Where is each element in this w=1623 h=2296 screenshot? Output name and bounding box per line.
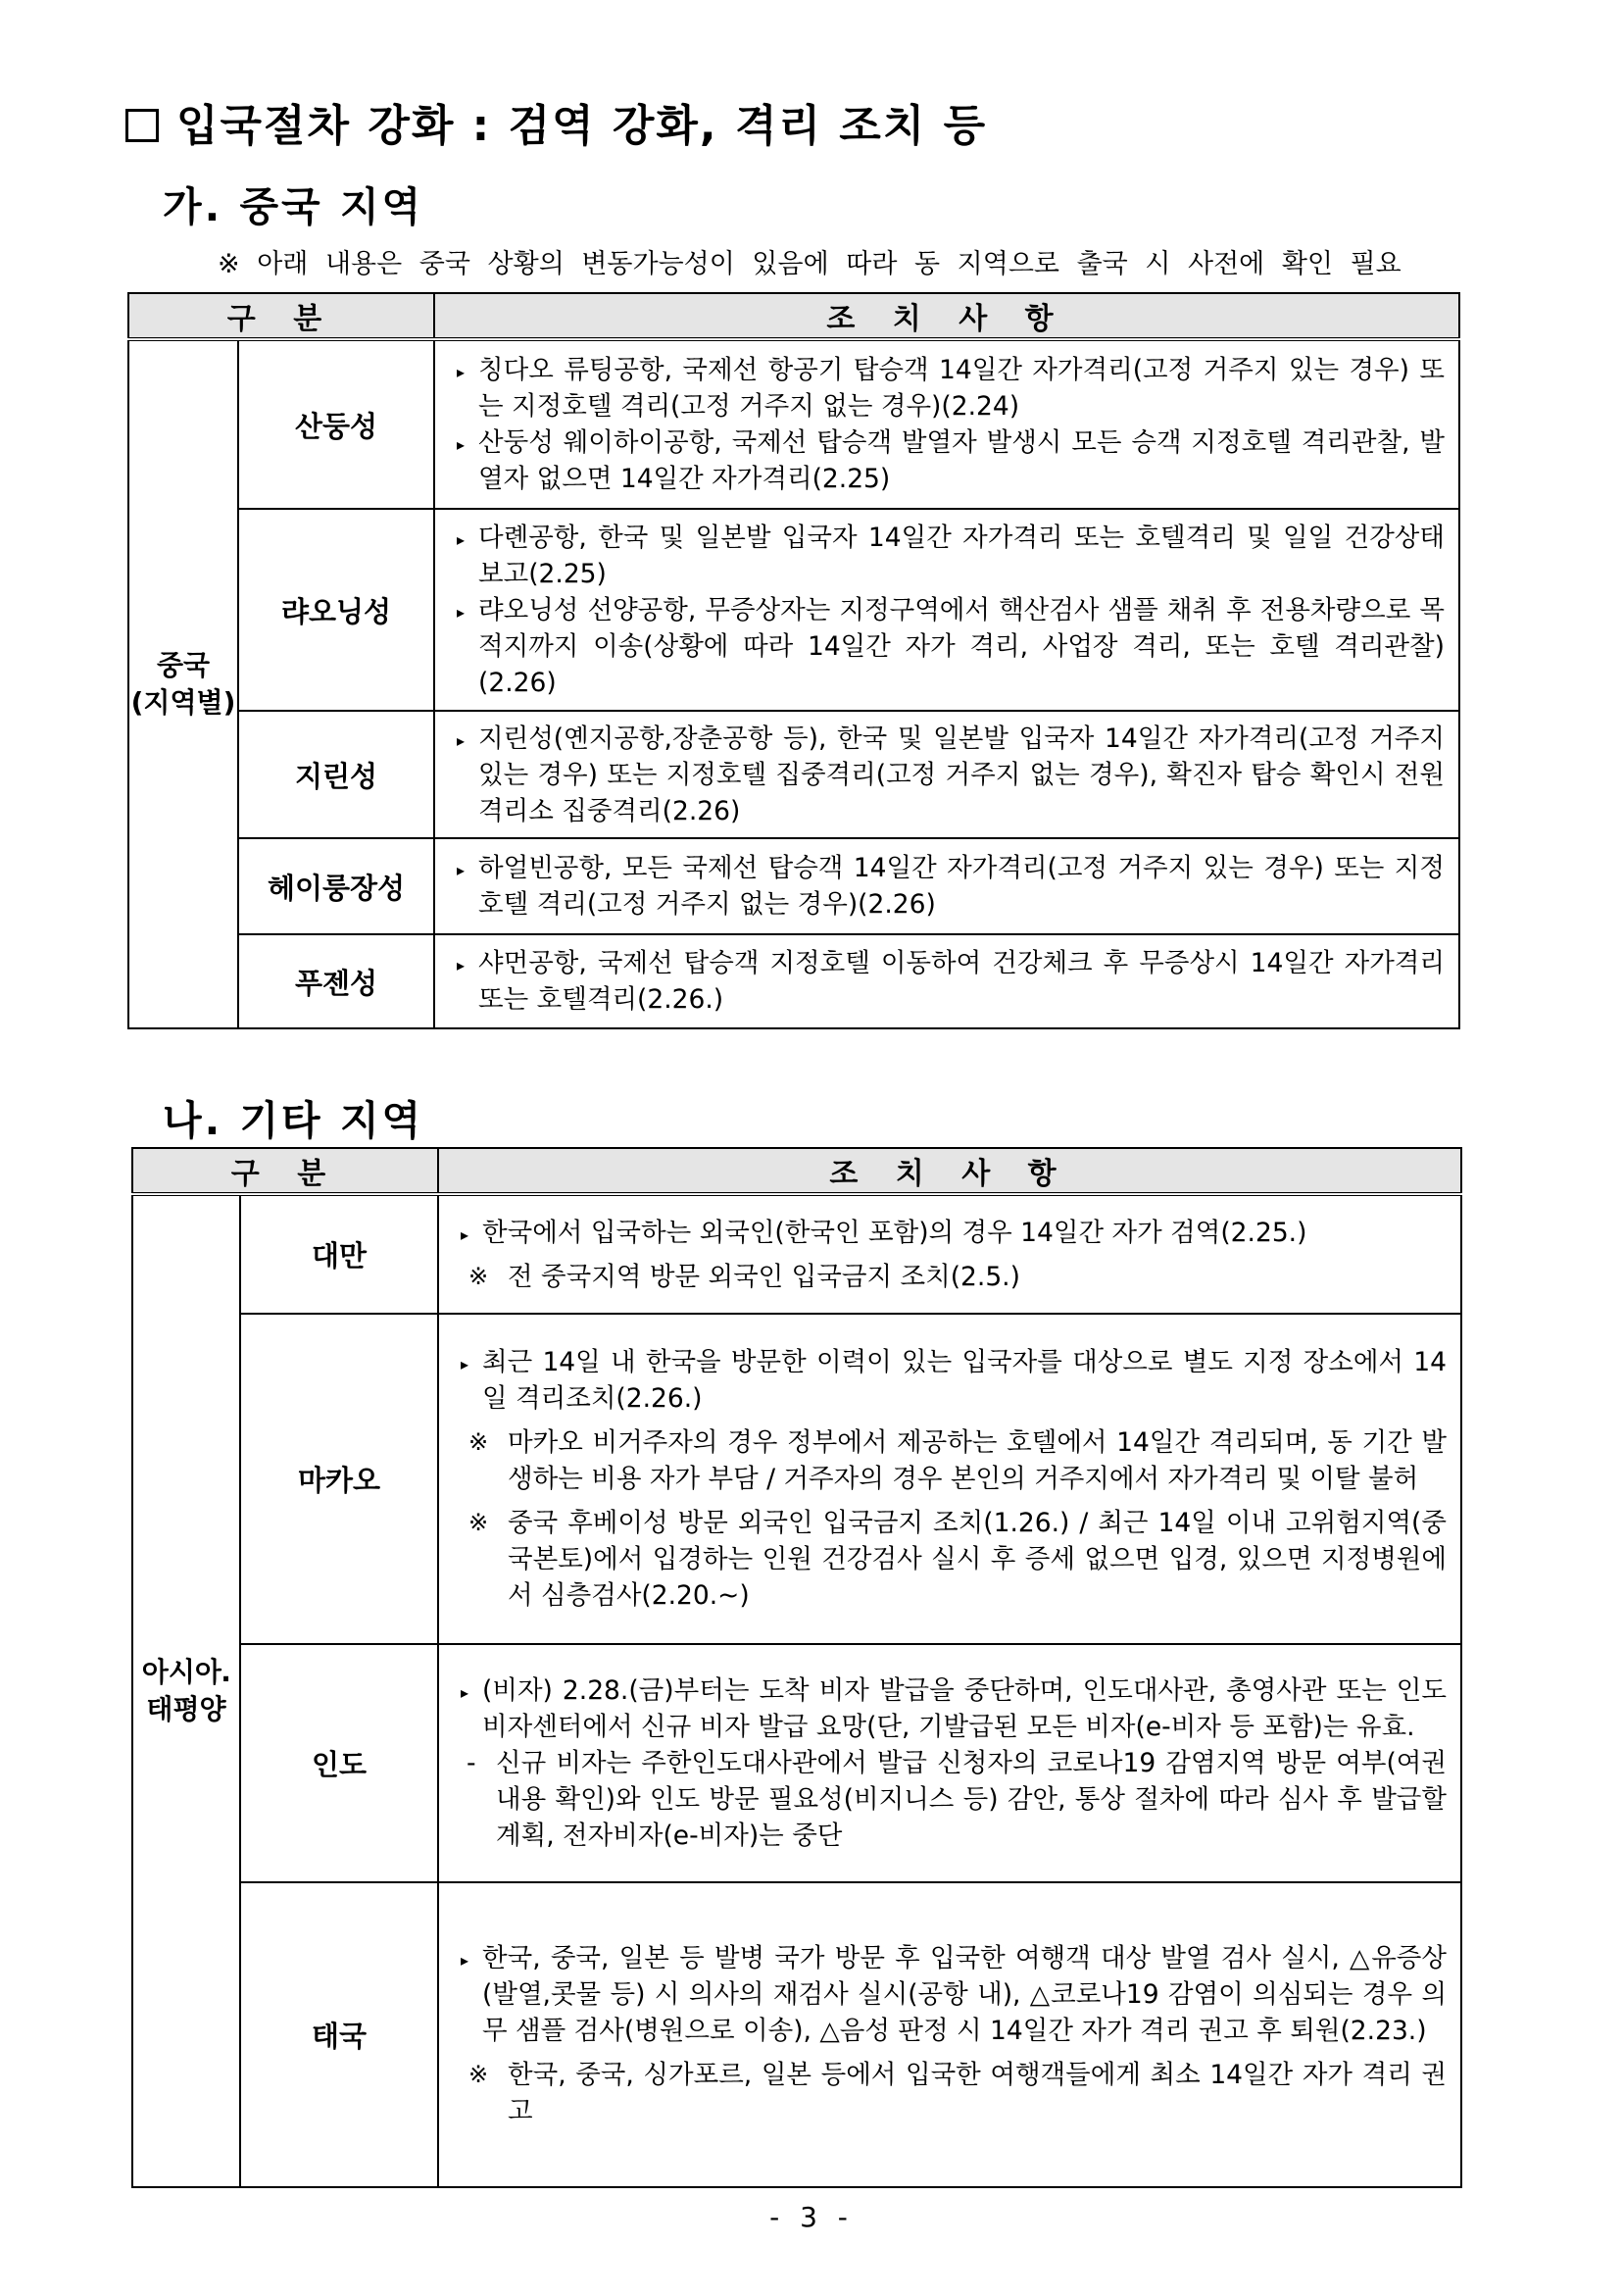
section-b-title: 나. 기타 지역 — [163, 1097, 424, 1144]
subregion-cell — [238, 711, 434, 838]
subregion-name: 산둥성 — [294, 409, 378, 443]
measure-text: 칭다오 류팅공항, 국제선 항공기 탑승객 14일간 자가격리(고정 거주지 있는 경우) 또는 지정호텔 격리(고정 거주지 없는 경우)(2.24) — [478, 355, 1445, 422]
bullet-triangle-icon: ▸ — [457, 602, 466, 622]
reference-mark-icon: ※ — [468, 1428, 489, 1456]
measure-text: 전 중국지역 방문 외국인 입국금지 조치(2.5.) — [508, 1261, 1020, 1292]
region-label: 아시아․ 태평양 — [141, 1656, 231, 1725]
column-header-measures: 조 치 사 항 — [438, 1148, 1461, 1194]
bullet-triangle-icon: ▸ — [461, 1683, 469, 1702]
measure-item — [457, 352, 1445, 424]
measure-item — [461, 2057, 1447, 2129]
bullet-triangle-icon: ▸ — [457, 363, 466, 381]
section-b-table — [131, 1147, 1462, 2188]
measures-cell — [438, 1314, 1461, 1644]
measures-cell — [434, 934, 1459, 1028]
measure-text: 한국, 중국, 일본 등 발병 국가 방문 후 입국한 여행객 대상 발열 검사 실시, △유증상(발열,콧물 등) 시 의사의 재검사 실시(공항 내), △코로나19 감염이 의심되는 경우 의무 샘플 검사(병원으로 이송), △음성 판정 시 14일간 자가 격리 권고 후 퇴원(2.23.) — [482, 1943, 1447, 2046]
measure-text: 중국 후베이성 방문 외국인 입국금지 조치(1.26.) / 최근 14일 이내 고위험지역(중국본토)에서 입경하는 인원 건강검사 실시 후 증세 없으면 입경, 있으면 지정병원에서 심층검사(2.20.~) — [508, 1508, 1447, 1611]
measures-cell — [434, 509, 1459, 711]
checkbox-square-icon — [125, 109, 159, 142]
table-row — [132, 1882, 1461, 2187]
measure-item — [461, 1259, 1447, 1295]
measure-text: 다롄공항, 한국 및 일본발 입국자 14일간 자가격리 또는 호텔격리 및 일일 건강상태 보고(2.25) — [478, 522, 1445, 589]
table-row — [128, 339, 1459, 509]
subregion-cell — [238, 509, 434, 711]
section-a-note: ※ 아래 내용은 중국 상황의 변동가능성이 있음에 따라 동 지역으로 출국 시 사전에 확인 필요 — [218, 249, 1402, 279]
measure-item — [461, 1672, 1447, 1745]
measure-item — [457, 424, 1445, 497]
bullet-triangle-icon: ▸ — [461, 1355, 469, 1373]
measure-text: 산둥성 웨이하이공항, 국제선 탑승객 발열자 발생시 모든 승객 지정호텔 격리관찰, 발열자 없으면 14일간 자가격리(2.25) — [478, 427, 1445, 494]
measure-text: 신규 비자는 주한인도대사관에서 발급 신청자의 코로나19 감염지역 방문 여부(여권 내용 확인)와 인도 방문 필요성(비지니스 등) 감안, 통상 절차에 따라 심사 후 발급할 계획, 전자비자(e-비자)는 중단 — [496, 1748, 1447, 1851]
measure-item — [461, 1505, 1447, 1614]
subregion-cell — [240, 1644, 438, 1882]
measure-item — [457, 945, 1445, 1018]
table-row — [132, 1314, 1461, 1644]
bullet-triangle-icon: ▸ — [461, 1951, 469, 1970]
measure-item — [461, 1215, 1447, 1251]
subregion-cell — [238, 339, 434, 509]
section-a-table — [127, 292, 1460, 1029]
measure-item — [457, 850, 1445, 923]
column-header-category: 구 분 — [128, 293, 434, 339]
bullet-triangle-icon: ▸ — [457, 435, 466, 454]
measures-cell — [438, 1882, 1461, 2187]
bullet-triangle-icon: ▸ — [457, 529, 466, 549]
measure-text: 한국에서 입국하는 외국인(한국인 포함)의 경우 14일간 자가 검역(2.25.) — [482, 1217, 1307, 1248]
measure-text: 한국, 중국, 싱가포르, 일본 등에서 입국한 여행객들에게 최소 14일간 자가 격리 권고 — [508, 2060, 1447, 2126]
document-heading — [125, 90, 987, 153]
subregion-name: 태국 — [311, 2020, 368, 2053]
measure-item — [461, 1745, 1447, 1854]
table-row — [128, 711, 1459, 838]
subregion-name: 마카오 — [297, 1464, 381, 1497]
measure-item — [461, 1344, 1447, 1417]
region-label: 중국 (지역별) — [130, 649, 236, 719]
measure-text: 최근 14일 내 한국을 방문한 이력이 있는 입국자를 대상으로 별도 지정 장소에서 14일 격리조치(2.26.) — [482, 1347, 1447, 1414]
bullet-triangle-icon: ▸ — [461, 1224, 469, 1244]
section-a-title: 가. 중국 지역 — [163, 183, 424, 230]
subregion-name: 랴오닝성 — [280, 594, 392, 628]
reference-mark-icon: ※ — [468, 1509, 489, 1536]
region-cell — [128, 339, 238, 1028]
measure-text: 샤먼공항, 국제선 탑승객 지정호텔 이동하여 건강체크 후 무증상시 14일간 자가격리 또는 호텔격리(2.26.) — [478, 948, 1445, 1015]
measure-item — [461, 1940, 1447, 2049]
measure-text: (비자) 2.28.(금)부터는 도착 비자 발급을 중단하며, 인도대사관, 총영사관 또는 인도비자센터에서 신규 비자 발급 요망(단, 기발급된 모든 비자(e-비자 등 포함)는 유효. — [482, 1675, 1447, 1742]
measure-text: 하얼빈공항, 모든 국제선 탑승객 14일간 자가격리(고정 거주지 있는 경우) 또는 지정호텔 격리(고정 거주지 없는 경우)(2.26) — [478, 853, 1445, 920]
subregion-name: 대만 — [311, 1239, 368, 1273]
table-row — [128, 838, 1459, 934]
measure-text: 지린성(옌지공항,장춘공항 등), 한국 및 일본발 입국자 14일간 자가격리(고정 거주지 있는 경우) 또는 지정호텔 집중격리(고정 거주지 없는 경우), 확진자 탑승 확인시 전원 격리소 집중격리(2.26) — [478, 723, 1445, 826]
reference-mark-icon: ※ — [468, 1262, 489, 1290]
measures-cell — [438, 1194, 1461, 1314]
measures-cell — [434, 339, 1459, 509]
subregion-cell — [238, 838, 434, 934]
measure-item — [457, 592, 1445, 701]
page-number: - 3 - — [769, 2201, 854, 2233]
column-header-measures: 조 치 사 항 — [434, 293, 1459, 339]
bullet-triangle-icon: ▸ — [457, 730, 466, 750]
measures-cell — [434, 711, 1459, 838]
subregion-name: 헤이룽장성 — [267, 871, 406, 905]
subregion-cell — [240, 1882, 438, 2187]
measure-item — [461, 1424, 1447, 1497]
measure-text: 마카오 비거주자의 경우 정부에서 제공하는 호텔에서 14일간 격리되며, 동 기간 발생하는 비용 자가 부담 / 거주자의 경우 본인의 거주지에서 자가격리 및 이탈 불허 — [508, 1427, 1447, 1494]
column-header-category: 구 분 — [132, 1148, 438, 1194]
bullet-triangle-icon: ▸ — [457, 956, 466, 974]
subregion-name: 인도 — [311, 1748, 368, 1781]
reference-mark-icon: ※ — [468, 2061, 489, 2088]
subregion-cell — [240, 1194, 438, 1314]
subregion-name: 푸젠성 — [294, 966, 378, 1000]
table-row — [128, 509, 1459, 711]
dash-marker: - — [467, 1748, 476, 1778]
measures-cell — [434, 838, 1459, 934]
table-row — [132, 1644, 1461, 1882]
region-cell — [132, 1194, 240, 2187]
subregion-name: 지린성 — [294, 759, 378, 793]
bullet-triangle-icon: ▸ — [457, 861, 466, 879]
measure-item — [457, 520, 1445, 592]
subregion-cell — [238, 934, 434, 1028]
subregion-cell — [240, 1314, 438, 1644]
table-row — [128, 934, 1459, 1028]
measure-text: 랴오닝성 선양공항, 무증상자는 지정구역에서 핵산검사 샘플 채취 후 전용차량으로 목적지까지 이송(상황에 따라 14일간 자가 격리, 사업장 격리, 또는 호텔 격리관찰)(2.26) — [478, 594, 1445, 698]
table-row — [132, 1194, 1461, 1314]
measure-item — [457, 721, 1445, 829]
measures-cell — [438, 1644, 1461, 1882]
heading-title: 입국절차 강화 : 검역 강화, 격리 조치 등 — [176, 101, 988, 151]
